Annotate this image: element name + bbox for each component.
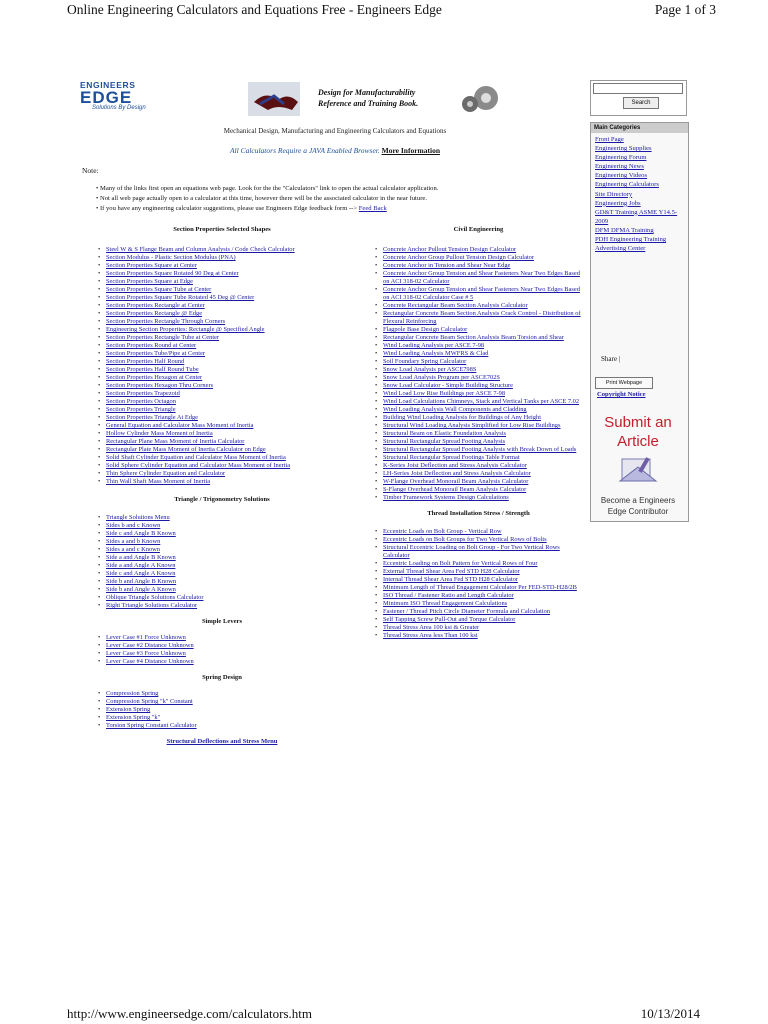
calculator-link[interactable]: • Side c and Angle B Known [98,530,346,538]
main-categories-heading: Main Categories [591,123,688,133]
calculator-link[interactable]: • Section Properties Square at Center [98,262,346,270]
logo-main-text: EDGE [80,88,133,107]
calculator-link[interactable]: • Section Properties Rectangle Through Corners [98,318,346,326]
section-heading: Thread Installation Stress / Strength [427,510,530,517]
calculator-link[interactable]: • Eccentric Loads on Bolt Group - Vertical Row [375,528,582,536]
category-link[interactable]: Engineering News [595,163,644,171]
calculator-link[interactable]: • Section Properties Octagon [98,398,346,406]
calculator-link[interactable]: • Internal Thread Shear Area Fed STD H28 Calculator [375,576,582,584]
category-link[interactable]: Site Directory [595,190,633,198]
search-button[interactable]: Search [623,97,659,109]
calculator-link[interactable]: • Structural Beam on Elastic Foundation Analysis [375,430,582,438]
calculator-link[interactable]: • Extension Spring "k" [98,714,346,722]
calculator-link[interactable]: • Thread Stress Area 100 ksi & Greater [375,624,582,632]
calculator-link[interactable]: • Section Properties Tube/Pipe at Center [98,350,346,358]
section-heading: Simple Levers [201,618,243,625]
calculator-link[interactable]: • Side b and Angle A Known [98,586,346,594]
calculator-link[interactable]: • Side a and Angle A Known [98,562,346,570]
section-list [375,246,582,502]
note-item: • Not all web page actually open to a calculator at this time, however there will be the associated calculator in the near future. [96,194,576,204]
calculator-link[interactable]: • Triangle Solutions Menu [98,514,346,522]
logo-tagline: Solutions By Design [92,105,146,111]
calculator-link[interactable]: • Minimum ISO Thread Engagement Calculations [375,600,582,608]
print-webpage-button[interactable]: Print Webpage [595,377,653,389]
share-label: Share [601,355,617,363]
calculator-link[interactable]: • Steel W & S Flange Beam and Column Analysis / Code Check Calculator [98,246,346,254]
calculator-link[interactable]: • Timber Framework Systems Design Calculations [375,494,582,502]
calculator-link[interactable]: • Minimum Length of Thread Engagement Calculator Per FED-STD-H28/2B [375,584,582,592]
calculator-link[interactable]: • Wind Loading Analysis MWFRS & Clad [375,350,582,358]
section-heading: Civil Engineering [453,226,504,233]
submit-article-icon [616,455,660,487]
calculator-link[interactable]: • Structural Eccentric Loading on Bolt Group - For Two Vertical Rows Calculator [375,544,582,560]
calculator-link[interactable]: • Snow Load Calculator - Simple Building Structure [375,382,582,390]
section-heading: Spring Design [202,674,242,681]
section-list [98,634,346,666]
calculator-link[interactable]: • Wind Load Low Rise Buildings per ASCE 7-98 [375,390,582,398]
category-link[interactable]: PDH Engineering Training [595,236,667,244]
search-input[interactable] [593,83,683,94]
calculator-link[interactable]: • General Equation and Calculator Mass Moment of Inertia [98,422,346,430]
calculator-link[interactable]: • Concrete Anchor Group Tension and Shear Fasteners Near Two Edges Based on ACI 318-02 Calculator [375,270,582,286]
calculator-link[interactable]: • Thin Wall Shaft Mass Moment of Inertia [98,478,346,486]
calculator-link[interactable]: • Wind Loading Analysis Wall Components and Cladding [375,406,582,414]
calculator-link[interactable]: • Sides a and c Known [98,546,346,554]
calculator-link[interactable]: • Section Properties Round at Center [98,342,346,350]
category-link[interactable]: Advertising Center [595,245,646,253]
calculator-link[interactable]: • Section Properties Triangle At Edge [98,414,346,422]
calculator-link[interactable]: • Section Properties Hexagon at Center [98,374,346,382]
calculator-link[interactable]: • Rectangular Plate Mass Moment of Inertia Calculator on Edge [98,446,346,454]
calculator-link[interactable]: • Oblique Triangle Solutions Calculator [98,594,346,602]
submit-line-1: Submit an [604,414,672,431]
structural-deflections-menu-link[interactable]: Structural Deflections and Stress Menu [166,738,278,745]
section-list [375,528,582,640]
calculator-link[interactable]: • Concrete Anchor Group Pullout Tension Design Calculator [375,254,582,262]
banner-line-2: Reference and Training Book. [318,99,419,108]
calculator-link[interactable]: • Section Properties Rectangle Tube at Center [98,334,346,342]
calculator-link[interactable]: • Structural Rectangular Spread Footing Analysis with Break Down of Loads [375,446,582,454]
calculator-link[interactable]: • Lever Case #2 Distance Unknown [98,642,346,650]
category-list [595,135,688,253]
sidebar [590,80,687,522]
calculator-link[interactable]: • Section Properties Half Round [98,358,346,366]
calculator-link[interactable]: • Section Properties Half Round Tube [98,366,346,374]
calculator-link[interactable]: • Eccentric Loads on Bolt Groups for Two Vertical Rows of Bolts [375,536,582,544]
calculator-link[interactable]: • Hollow Cylinder Mass Moment of Inertia [98,430,346,438]
calculator-link[interactable]: • S-Flange Overhead Monorail Beam Analysis Calculator [375,486,582,494]
calculator-link[interactable]: • Extension Spring [98,706,346,714]
category-link[interactable]: Engineering Calculators [595,181,659,189]
note-item [96,204,576,214]
calculator-link[interactable]: • Compression Spring "k" Constant [98,698,346,706]
engineers-edge-logo[interactable] [80,80,160,120]
page-header [0,0,768,22]
search-box [590,80,687,116]
share-link[interactable]: Share | [601,355,621,363]
calculator-link[interactable]: • Side b and Angle B Known [98,578,346,586]
note-item: • Many of the links first open an equations web page. Look for the the "Calculators" link to open the actual calculator application. [96,184,576,194]
java-text: All Calculators Require a JAVA Enabled Browser. [229,146,380,155]
submit-article-ad[interactable] [597,413,679,517]
calculator-link[interactable]: • Sides b and c Known [98,522,346,530]
intro-title: Mechanical Design, Manufacturing and Engineering Calculators and Equations [223,127,447,135]
become-contributor-text: Become a Engineers Edge Contributor [600,496,676,516]
calculator-link[interactable]: • Soil Foundary Spring Calculator [375,358,582,366]
category-link[interactable]: GD&T Training ASME Y14.5-2009 [595,208,678,225]
calculator-link[interactable]: • Structural Rectangular Spread Footings Table Format [375,454,582,462]
banner-line-1: Design for Manufacturability [318,88,416,97]
calculator-link[interactable]: • Solid Shaft Cylinder Equation and Calculator Mass Moment of Inertia [98,454,346,462]
calculator-link[interactable]: • Torsion Spring Constant Calculator [98,722,346,730]
calculator-link[interactable]: • Engineering Section Properties: Rectangle @ Specified Angle [98,326,346,334]
section-heading: Triangle / Trigonometry Solutions [174,496,270,503]
calculator-link[interactable]: • Thread Stress Area less Than 100 ksi [375,632,582,640]
page-title: Online Engineering Calculators and Equations Free - Engineers Edge [67,2,442,17]
category-link[interactable]: Engineering Forum [595,154,647,162]
calculator-link[interactable]: • Rectangular Plane Mass Moment of Inertia Calculator [98,438,346,446]
calculator-link[interactable]: • Flagpole Base Design Calculator [375,326,582,334]
calculator-link[interactable]: • Section Properties Triangle [98,406,346,414]
submit-line-2: Article [617,433,659,450]
left-column [98,226,346,746]
java-notice [180,146,490,155]
page-footer [0,1004,768,1024]
calculator-link[interactable]: • Concrete Anchor Pullout Tension Design Calculator [375,246,582,254]
calculator-link[interactable]: • Side c and Angle A Known [98,570,346,578]
calculator-link[interactable]: • Concrete Anchor in Tension and Shear Near Edge [375,262,582,270]
section-list [98,690,346,730]
calculator-link[interactable]: • Section Properties Square Tube at Center [98,286,346,294]
calculator-link[interactable]: • Rectangular Concrete Beam Section Analysis Beam Torsion and Shear [375,334,582,342]
page-number: Page 1 of 3 [654,2,716,17]
calculator-link[interactable]: • W-Flange Overhead Monorail Beam Analysis Calculator [375,478,582,486]
calculator-link[interactable]: • Section Properties Square Tube Rotated 45 Deg @ Center [98,294,346,302]
calculator-link[interactable]: • Building Wind Loading Analysis for Buildings of Any Height [375,414,582,422]
calculator-link[interactable]: • Concrete Anchor Group Tension and Shear Fasteners Near Two Edges Based on ACI 318-02 Calculator Case # 5 [375,286,582,302]
right-column [375,226,582,640]
calculator-link[interactable]: • Wind Load Calculations Chimneys, Stack and Vertical Tanks per ASCE 7.02 [375,398,582,406]
copyright-notice-link[interactable]: Copyright Notice [597,391,646,398]
category-link[interactable]: Engineering Jobs [595,199,641,207]
calculator-link[interactable]: • Fastener / Thread Pitch Circle Diameter Formula and Calculation [375,608,582,616]
logo-top-text: ENGINEERS [80,80,136,90]
category-link[interactable]: DFM DFMA Training [595,226,654,234]
calculator-link[interactable]: • Wind Loading Analysis per ASCE 7-98 [375,342,582,350]
note-text: If you have any engineering calculator suggestions, please use Engineers Edge feedback form --> [99,205,358,212]
calculator-link[interactable]: • Section Modulus - Plastic Section Modulus (PNA) [98,254,346,262]
calculator-link[interactable]: • Section Properties Square at Edge [98,278,346,286]
calculator-link[interactable]: • Section Properties Square Rotated 90 Deg at Center [98,270,346,278]
calculator-link[interactable]: • Lever Case #3 Force Unknown [98,650,346,658]
calculator-link[interactable]: • Snow Load Analysis per ASCE798S [375,366,582,374]
note-label: Note: [82,166,99,175]
calculator-link[interactable]: • Section Properties Rectangle @ Edge [98,310,346,318]
calculator-link[interactable]: • Concrete Rectangular Beam Section Analysis Calculator [375,302,582,310]
calculator-link[interactable]: • Section Properties Hexagon Thru Corners [98,382,346,390]
section-heading: Section Properties Selected Shapes [173,226,271,233]
feedback-link[interactable]: Feed Back [358,205,387,212]
calculator-link[interactable]: • Right Triangle Solutions Calculator [98,602,346,610]
calculator-link[interactable]: • Rectangular Concrete Beam Section Analysis Crack Control - Distribution of Flexural Reinforcing [375,310,582,326]
calculator-link[interactable]: • Snow Load Analysis Program per ASCE702S [375,374,582,382]
calculator-link[interactable]: • K-Series Joist Deflection and Stress Analysis Calculator [375,462,582,470]
calculator-link[interactable]: • Structural Wind Loading Analysis Simplified for Low Rise Buildings [375,422,582,430]
footer-date: 10/13/2014 [640,1006,700,1021]
calculator-link[interactable]: • Self Tapping Screw Pull-Out and Torque Calculator [375,616,582,624]
footer-url: http://www.engineersedge.com/calculators.htm [67,1006,313,1021]
category-link[interactable]: Engineering Videos [595,172,648,180]
category-link[interactable]: Engineering Supplies [595,145,652,153]
calculator-link[interactable]: • Compression Spring [98,690,346,698]
calculator-link[interactable]: • Structural Rectangular Spread Footing Analysis [375,438,582,446]
calculator-link[interactable]: • Sides a and b Known [98,538,346,546]
calculator-link[interactable]: • ISO Thread / Fastener Ratio and Length Calculator [375,592,582,600]
calculator-link[interactable]: • External Thread Shear Area Fed STD H28 Calculator [375,568,582,576]
notes-list [96,184,576,214]
main-categories-panel [590,122,689,522]
calculator-link[interactable]: • Section Properties Trapezoid [98,390,346,398]
category-link[interactable]: Front Page [595,136,624,143]
calculator-link[interactable]: • Solid Sphere Cylinder Equation and Calculator Mass Moment of Inertia [98,462,346,470]
calculator-link[interactable]: • Thin Sphere Cylinder Equation and Calculator [98,470,346,478]
calculator-link[interactable]: • Lever Case #1 Force Unknown [98,634,346,642]
calculator-link[interactable]: • Side a and Angle B Known [98,554,346,562]
more-information-link[interactable]: More Information [381,146,441,155]
calculator-link[interactable]: • Section Properties Rectangle at Center [98,302,346,310]
dfm-book-banner[interactable] [248,82,510,118]
calculator-link[interactable]: • LH-Series Joist Deflection and Stress Analysis Calculator [375,470,582,478]
section-list [98,246,346,486]
calculator-link[interactable]: • Eccentric Loading on Bolt Pattern for Vertical Rows of Four [375,560,582,568]
section-list [98,514,346,610]
calculator-link[interactable]: • Lever Case #4 Distance Unknown [98,658,346,666]
